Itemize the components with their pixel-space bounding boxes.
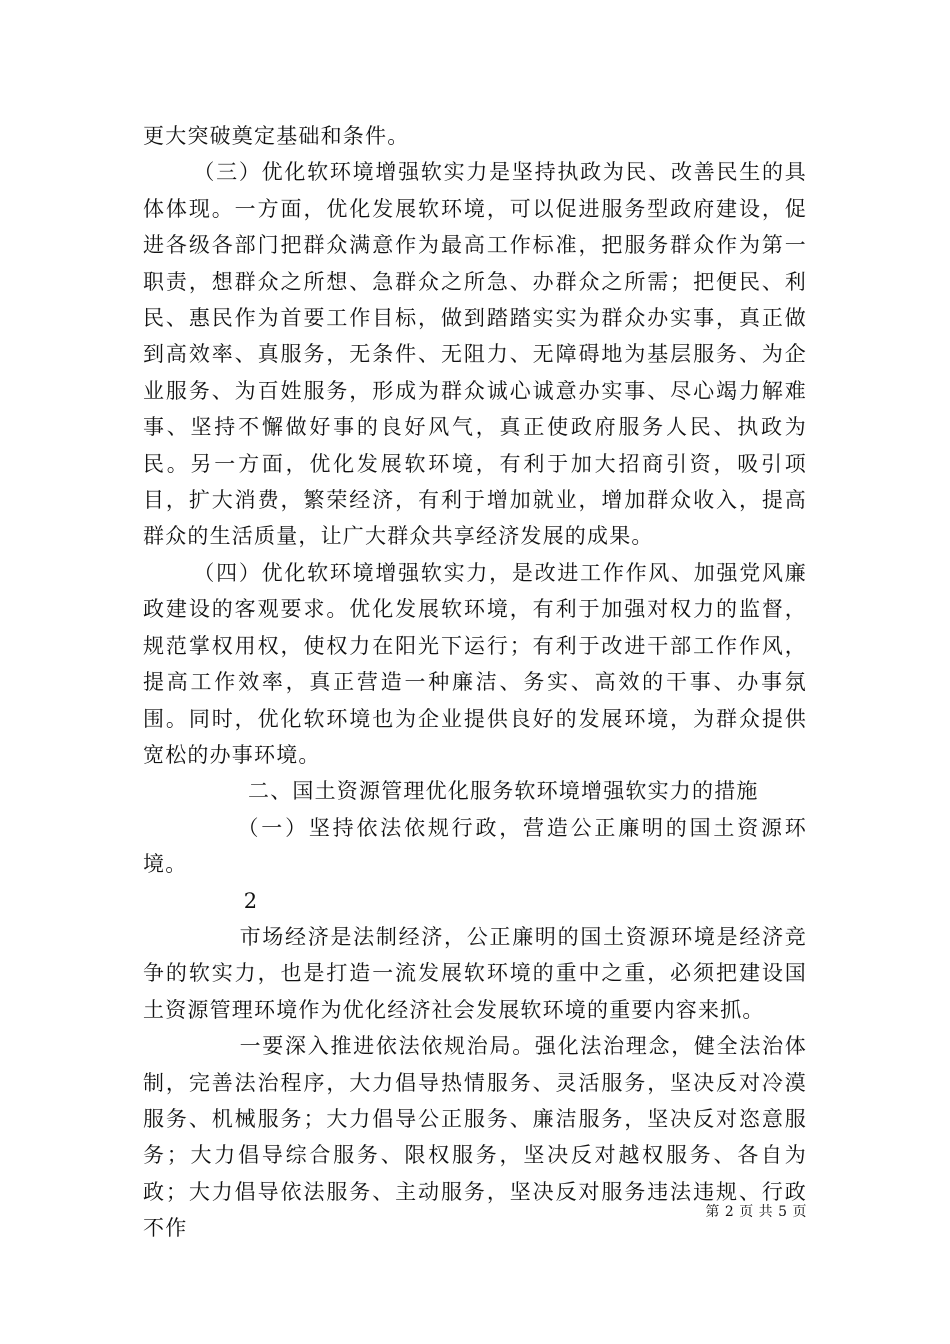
inline-number: 2	[243, 888, 259, 913]
paragraph-section-3: （三）优化软环境增强软实力是坚持执政为民、改善民生的具体体现。一方面，优化发展软环境，可以促进服务型政府建设，促进各级各部门把群众满意作为最高工作标准，把服务群众作为第一职责，想群众之所想、急群众之所急、办群众之所需；把便民、利民、惠民作为首要工作目标，做到踏踏实实为群众办实事，真正做到高效率、真服务，无条件、无阻力、无障碍地为基层服务、为企业服务、为百姓服务，形成为群众诚心诚意办实事、尽心竭力解难事、坚持不懈做好事的良好风气，真正使政府服务人民、执政为民。另一方面，优化发展软环境，有利于加大招商引资，吸引项目，扩大消费，繁荣经济，有利于增加就业，增加群众收入，提高群众的生活质量，让广大群众共享经济发展的成果。	[143, 160, 807, 549]
paragraph-market-economy: 市场经济是法制经济，公正廉明的国土资源环境是经济竞争的软实力，也是打造一流发展软环境的重中之重，必须把建设国土资源管理环境作为优化经济社会发展软环境的重要内容来抓。	[143, 924, 807, 1022]
paragraph-rule-of-law: 一要深入推进依法依规治局。强化法治理念，健全法治体制，完善法治程序，大力倡导热情服务、灵活服务，坚决反对冷漠服务、机械服务；大力倡导公正服务、廉洁服务，坚决反对恣意服务；大力倡导综合服务、限权服务，坚决反对越权服务、各自为政；大力倡导依法服务、主动服务，坚决反对服务违法违规、行政不作	[143, 1034, 807, 1241]
section-heading-2: 二、国土资源管理优化服务软环境增强软实力的措施	[248, 779, 759, 804]
body-text	[143, 118, 807, 1247]
subsection-heading-1: （一）坚持依法依规行政，营造公正廉明的国土资源环境。	[143, 815, 807, 877]
page-number-footer: 第 2 页 共 5 页	[705, 1204, 807, 1220]
paragraph-section-4: （四）优化软环境增强软实力，是改进工作作风、加强党风廉政建设的客观要求。优化发展软环境，有利于加强对权力的监督，规范掌权用权，使权力在阳光下运行；有利于改进干部工作作风，提高工作效率，真正营造一种廉洁、务实、高效的干事、办事氛围。同时，优化软环境也为企业提供良好的发展环境，为群众提供宽松的办事环境。	[143, 560, 807, 767]
paragraph-continuation: 更大突破奠定基础和条件。	[143, 124, 410, 148]
